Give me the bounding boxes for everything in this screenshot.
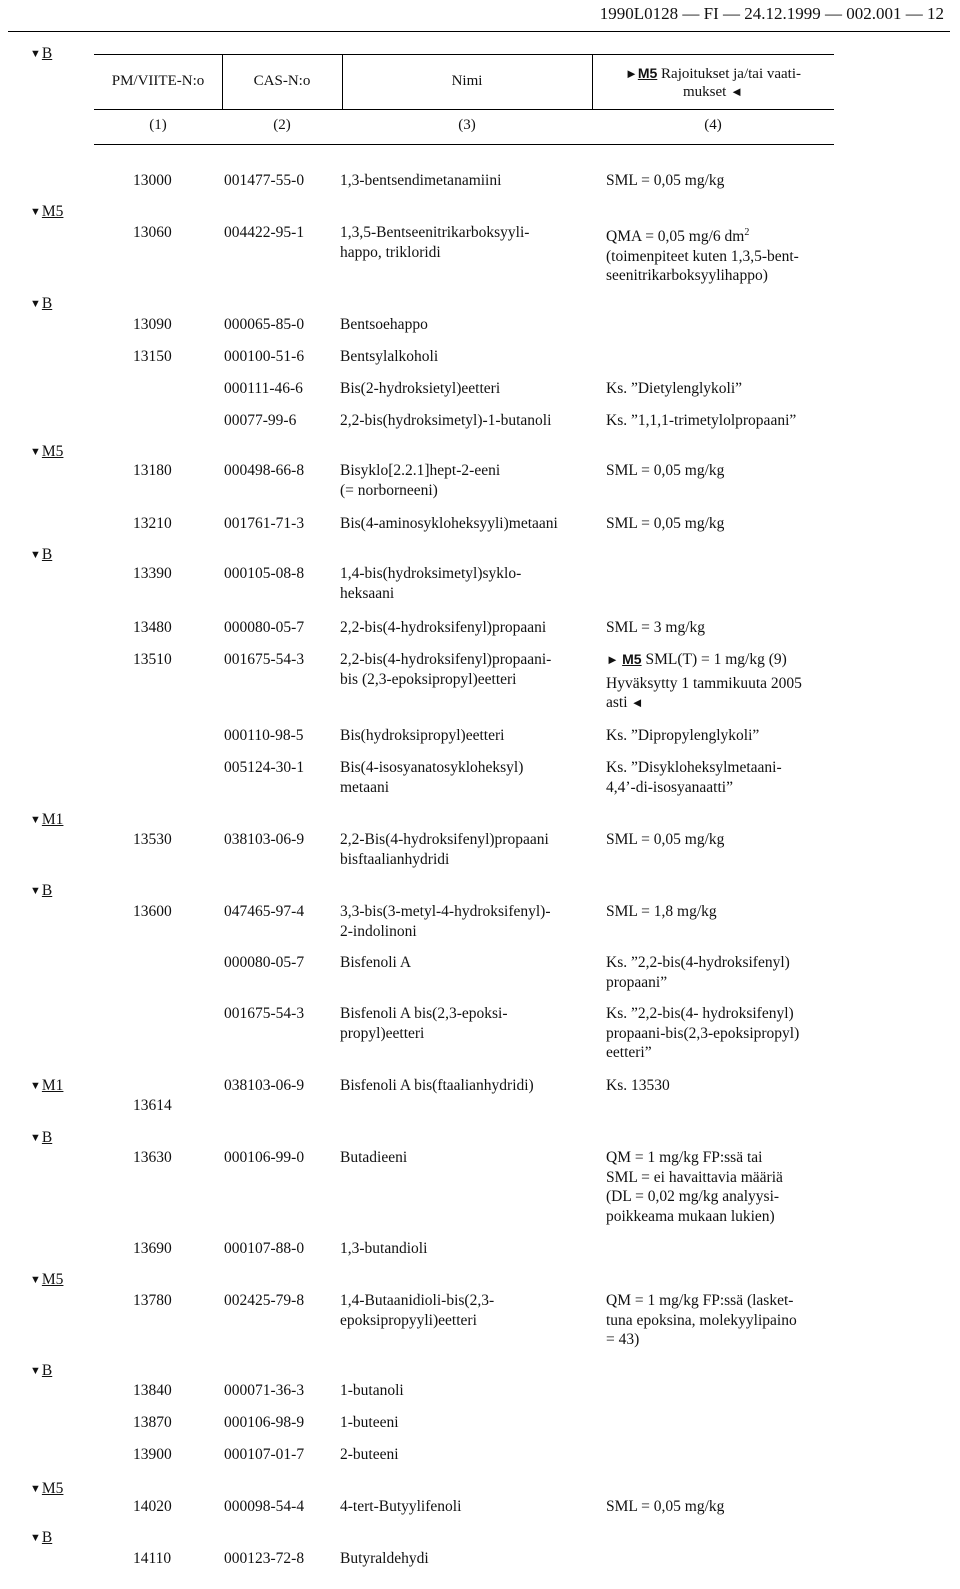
down-triangle-icon: ▼ — [30, 446, 41, 458]
amendment-marker: ▼B — [30, 546, 53, 563]
cas-number: 000110-98-5 — [224, 727, 304, 744]
down-triangle-icon: ▼ — [30, 549, 41, 561]
cas-number: 000100-51-6 — [224, 348, 305, 365]
ref-number: 13180 — [133, 462, 172, 479]
restriction-line — [606, 514, 836, 534]
cas-number: 00077-99-6 — [224, 412, 297, 429]
ref-number: 13690 — [133, 1240, 172, 1257]
substance-name — [340, 514, 595, 534]
restriction-text: = 43) — [606, 1331, 640, 1348]
amendment-marker: ▼M1 — [30, 1077, 64, 1094]
cas-number: 004422-95-1 — [224, 224, 305, 241]
restriction-line — [606, 1187, 836, 1207]
substance-name-line: Bisfenoli A bis(ftaalianhydridi) — [340, 1077, 534, 1094]
restriction-line — [606, 461, 836, 481]
header-rule — [8, 31, 950, 32]
substance-name-line: bis (2,3-epoksipropyl)eetteri — [340, 670, 517, 688]
cas-number: 002425-79-8 — [224, 1292, 305, 1309]
left-triangle-icon: ◄ — [730, 84, 743, 99]
restriction-line — [606, 1004, 836, 1024]
restriction-text: propaani” — [606, 973, 668, 991]
ref-number: 13530 — [133, 831, 172, 848]
substance-name — [340, 315, 595, 335]
cas-number: 001761-71-3 — [224, 515, 305, 532]
restriction-line — [606, 726, 836, 746]
restriction-text: Ks. ”Dipropylenglykoli” — [606, 727, 760, 744]
ref-number: 13614 — [133, 1097, 172, 1114]
substance-name — [340, 223, 595, 262]
restriction — [606, 1004, 836, 1063]
substance-name-line: bisftaalianhydridi — [340, 850, 450, 868]
substance-name-line: 2,2-bis(hydroksimetyl)-1-butanoli — [340, 412, 552, 429]
substance-name-line: 1,3-butandioli — [340, 1240, 428, 1257]
substance-name-line: Bis(4-isosyanatosykloheksyl) — [340, 759, 524, 776]
substance-name-line: Bis(hydroksipropyl)eetteri — [340, 727, 505, 744]
substance-name — [340, 902, 595, 941]
cas-number: 047465-97-4 — [224, 903, 305, 920]
restriction-line — [606, 1024, 836, 1044]
restriction-line — [606, 1207, 836, 1227]
substance-name-line: 4-tert-Butyylifenoli — [340, 1498, 462, 1515]
restriction-text: SML = 0,05 mg/kg — [606, 172, 725, 189]
down-triangle-icon: ▼ — [30, 1274, 41, 1286]
substance-name — [340, 953, 595, 973]
cas-number: 000106-99-0 — [224, 1149, 305, 1166]
substance-name — [340, 1413, 595, 1433]
cas-number: 001675-54-3 — [224, 1005, 305, 1022]
restriction-line — [606, 1148, 836, 1168]
cas-number: 000111-46-6 — [224, 380, 303, 397]
substance-name-line: 3,3-bis(3-metyl-4-hydroksifenyl)- — [340, 903, 551, 920]
down-triangle-icon: ▼ — [30, 48, 41, 60]
cas-number: 038103-06-9 — [224, 1077, 305, 1094]
cas-number: 000098-54-4 — [224, 1498, 305, 1515]
cas-number: 001477-55-0 — [224, 172, 305, 189]
restriction-line — [606, 902, 836, 922]
amendment-marker: ▼B — [30, 295, 53, 312]
restriction — [606, 830, 836, 850]
substance-name-line: 1,3-bentsendimetanamiini — [340, 172, 502, 189]
column-number: (2) — [273, 117, 291, 133]
ref-number: 13000 — [133, 172, 172, 189]
substance-name-line: Bisyklo[2.2.1]hept-2-eeni — [340, 462, 501, 479]
page-header-text: 1990L0128 — FI — 24.12.1999 — 002.001 — 12 — [599, 4, 944, 23]
ref-number: 13480 — [133, 619, 172, 636]
restriction-line — [606, 1497, 836, 1517]
substance-name-line: metaani — [340, 778, 390, 796]
restriction-line — [606, 674, 836, 694]
ref-number: 13090 — [133, 316, 172, 333]
substance-name-line: Bentsylalkoholi — [340, 348, 439, 365]
restriction-text: poikkeama mukaan lukien) — [606, 1207, 775, 1225]
cas-number: 000106-98-9 — [224, 1414, 305, 1431]
restriction — [606, 902, 836, 922]
restriction-line — [606, 1043, 836, 1063]
restriction — [606, 1291, 836, 1350]
ref-number: 13390 — [133, 565, 172, 582]
header-rule — [94, 109, 834, 110]
cas-number: 000080-05-7 — [224, 954, 305, 971]
restriction-text: SML = 1,8 mg/kg — [606, 903, 717, 920]
restriction-line — [606, 411, 836, 431]
substance-name — [340, 618, 595, 638]
restriction-line — [606, 778, 836, 798]
substance-name-line: 2-indolinoni — [340, 922, 417, 940]
substance-name — [340, 1004, 595, 1043]
down-triangle-icon: ▼ — [30, 298, 41, 310]
column-number: (1) — [149, 117, 167, 133]
restriction — [606, 1497, 836, 1517]
restriction-text: Ks. ”1,1,1-trimetylolpropaani” — [606, 412, 797, 429]
substance-name-line: Bis(2-hydroksietyl)eetteri — [340, 380, 501, 397]
restriction-text: SML = ei havaittavia määriä — [606, 1168, 783, 1186]
substance-name — [340, 650, 595, 689]
restriction — [606, 171, 836, 191]
cas-number: 038103-06-9 — [224, 831, 305, 848]
restriction — [606, 514, 836, 534]
restriction-text: QMA = 0,05 mg/6 dm — [606, 228, 745, 246]
restriction-text: seenitrikarboksyylihappo) — [606, 267, 768, 285]
cas-number: 001675-54-3 — [224, 651, 305, 668]
substance-name-line: epoksipropyyli)eetteri — [340, 1311, 477, 1329]
ref-number: 13600 — [133, 903, 172, 920]
restriction-text: asti — [606, 694, 628, 711]
superscript: 2 — [744, 227, 750, 238]
amendment-marker: ▼M5 — [30, 203, 64, 220]
substance-name — [340, 411, 595, 431]
restriction-text: tuna epoksina, molekyylipaino — [606, 1311, 797, 1329]
amendment-ref: M5 — [622, 651, 642, 667]
substance-name-line: Bisfenoli A — [340, 954, 412, 971]
substance-name-line: happo, trikloridi — [340, 243, 441, 261]
substance-name — [340, 1381, 595, 1401]
down-triangle-icon: ▼ — [30, 1483, 41, 1495]
restriction-text: Ks. ”Disykloheksylmetaani- — [606, 759, 782, 776]
restriction-text: Ks. ”Dietylenglykoli” — [606, 380, 743, 397]
ref-number: 13150 — [133, 348, 172, 365]
down-triangle-icon: ▼ — [30, 1132, 41, 1144]
restriction-line — [606, 693, 836, 713]
cas-number: 000123-72-8 — [224, 1550, 305, 1567]
amendment-marker: ▼B — [30, 882, 53, 899]
restriction-text: SML = 3 mg/kg — [606, 619, 706, 636]
substance-name-line: 1,4-bis(hydroksimetyl)syklo- — [340, 565, 522, 582]
column-header-cas: CAS-N:o — [253, 73, 311, 89]
restriction-line — [606, 650, 836, 670]
cas-number: 000065-85-0 — [224, 316, 305, 333]
amendment-marker: ▼M5 — [30, 1271, 64, 1288]
restriction — [606, 411, 836, 431]
down-triangle-icon: ▼ — [30, 1080, 41, 1092]
restriction-text: SML(T) = 1 mg/kg (9) — [645, 651, 787, 668]
ref-number: 13630 — [133, 1149, 172, 1166]
restriction-line — [606, 973, 836, 993]
restriction-text: SML = 0,05 mg/kg — [606, 831, 725, 848]
ref-number: 14110 — [133, 1550, 172, 1567]
ref-number: 13840 — [133, 1382, 172, 1399]
substance-name — [340, 347, 595, 367]
substance-name-line: (= norborneeni) — [340, 481, 438, 499]
column-header-ref: PM/VIITE-N:o — [111, 73, 205, 89]
substance-name-line: 2,2-Bis(4-hydroksifenyl)propaani — [340, 831, 549, 848]
amendment-marker: ▼B — [30, 1129, 53, 1146]
right-triangle-icon: ► — [624, 66, 638, 81]
ref-number: 13900 — [133, 1446, 172, 1463]
restriction-line — [606, 1291, 836, 1311]
restriction-line — [606, 1076, 836, 1096]
cas-number: 000071-36-3 — [224, 1382, 305, 1399]
down-triangle-icon: ▼ — [30, 814, 41, 826]
substance-name — [340, 1239, 595, 1259]
substance-name — [340, 171, 595, 191]
table-header — [94, 54, 834, 145]
restriction-text: Ks. ”2,2-bis(4-hydroksifenyl) — [606, 954, 790, 971]
column-header-restrictions: ►M5 Rajoitukset ja/tai vaati- mukset ◄ — [624, 65, 802, 100]
substance-name-line: 2,2-bis(4-hydroksifenyl)propaani — [340, 619, 547, 636]
column-number: (4) — [704, 117, 722, 133]
substance-name-line: Butadieeni — [340, 1149, 408, 1166]
cas-number: 005124-30-1 — [224, 759, 305, 776]
substance-name-line: Bisfenoli A bis(2,3-epoksi- — [340, 1005, 508, 1022]
restriction-line — [606, 1311, 836, 1331]
substance-name — [340, 726, 595, 746]
amendment-marker: ▼M5 — [30, 1480, 64, 1497]
column-number: (3) — [458, 117, 476, 133]
column-header-name: Nimi — [451, 73, 483, 89]
restriction — [606, 461, 836, 481]
ref-number: 13210 — [133, 515, 172, 532]
restriction-text: Ks. ”2,2-bis(4- hydroksifenyl) — [606, 1005, 794, 1022]
restriction-text: (DL = 0,02 mg/kg analyysi- — [606, 1188, 780, 1205]
substance-name-line: 1-buteeni — [340, 1414, 399, 1431]
substance-name-line: 1,4-Butaanidioli-bis(2,3- — [340, 1292, 495, 1309]
restriction-line — [606, 830, 836, 850]
substance-name — [340, 461, 595, 500]
cas-number: 000105-08-8 — [224, 565, 305, 582]
down-triangle-icon: ▼ — [30, 206, 41, 218]
substance-name-line: heksaani — [340, 584, 395, 602]
substance-name-line: propyl)eetteri — [340, 1024, 425, 1042]
substance-name — [340, 1497, 595, 1517]
header-rule — [94, 144, 834, 145]
down-triangle-icon: ▼ — [30, 1532, 41, 1544]
restriction-line — [606, 1330, 836, 1350]
restriction-text: (toimenpiteet kuten 1,3,5-bent- — [606, 247, 799, 265]
restriction — [606, 379, 836, 399]
substance-name — [340, 830, 595, 869]
substance-name-line: 1-butanoli — [340, 1382, 404, 1399]
restriction-line — [606, 223, 836, 247]
cas-number: 000107-88-0 — [224, 1240, 305, 1257]
amendment-marker: ▼B — [30, 45, 53, 62]
restriction-line — [606, 618, 836, 638]
restriction-text: SML = 0,05 mg/kg — [606, 462, 725, 479]
restriction-line — [606, 171, 836, 191]
substance-name — [340, 564, 595, 603]
ref-number: 13870 — [133, 1414, 172, 1431]
substance-name-line: 2-buteeni — [340, 1446, 399, 1463]
substance-name-line: Bentsoehappo — [340, 316, 428, 333]
ref-number: 13780 — [133, 1292, 172, 1309]
substance-name-line: Butyraldehydi — [340, 1550, 429, 1567]
substance-name — [340, 1291, 595, 1330]
restriction — [606, 223, 836, 286]
restriction-text: QM = 1 mg/kg FP:ssä tai — [606, 1149, 763, 1166]
left-triangle-icon: ◄ — [627, 695, 644, 710]
substance-name-line: 2,2-bis(4-hydroksifenyl)propaani- — [340, 651, 552, 668]
restriction — [606, 758, 836, 797]
ref-number: 13060 — [133, 224, 172, 241]
ref-number: 14020 — [133, 1498, 172, 1515]
down-triangle-icon: ▼ — [30, 885, 41, 897]
cas-number: 000498-66-8 — [224, 462, 305, 479]
down-triangle-icon: ▼ — [30, 1365, 41, 1377]
cas-number: 000080-05-7 — [224, 619, 305, 636]
substance-name-line: Bis(4-aminosykloheksyyli)metaani — [340, 515, 558, 532]
substance-name-line: 1,3,5-Bentseenitrikarboksyyli- — [340, 224, 530, 241]
restriction-text: 4,4’-di-isosyanaatti” — [606, 778, 733, 796]
restriction — [606, 1148, 836, 1226]
restriction — [606, 726, 836, 746]
amendment-marker: ▼M1 — [30, 811, 64, 828]
amendment-marker: ▼B — [30, 1529, 53, 1546]
restriction-text: SML = 0,05 mg/kg — [606, 1498, 725, 1515]
restriction — [606, 650, 836, 713]
substance-name — [340, 1148, 595, 1168]
restriction-line — [606, 953, 836, 973]
restriction-text: Ks. 13530 — [606, 1077, 670, 1094]
substance-name — [340, 1076, 595, 1096]
substance-name — [340, 1445, 595, 1465]
ref-number: 13510 — [133, 651, 172, 668]
restriction-text: propaani-bis(2,3-epoksipropyl) — [606, 1024, 800, 1042]
restriction-text: Hyväksytty 1 tammikuuta 2005 — [606, 674, 802, 692]
amendment-marker: ▼M5 — [30, 443, 64, 460]
substance-name — [340, 379, 595, 399]
restriction-text: eetteri” — [606, 1044, 652, 1061]
right-triangle-icon: ► — [606, 652, 623, 667]
restriction — [606, 953, 836, 992]
restriction-line — [606, 1168, 836, 1188]
restriction — [606, 618, 836, 638]
restriction-text: SML = 0,05 mg/kg — [606, 515, 725, 532]
substance-name — [340, 1549, 595, 1569]
restriction-line — [606, 247, 836, 267]
substance-name — [340, 758, 595, 797]
amendment-marker: ▼B — [30, 1362, 53, 1379]
restriction — [606, 1076, 836, 1096]
restriction-text: QM = 1 mg/kg FP:ssä (lasket- — [606, 1292, 794, 1309]
cas-number: 000107-01-7 — [224, 1446, 305, 1463]
restriction-line — [606, 266, 836, 286]
restriction-line — [606, 758, 836, 778]
restriction-line — [606, 379, 836, 399]
